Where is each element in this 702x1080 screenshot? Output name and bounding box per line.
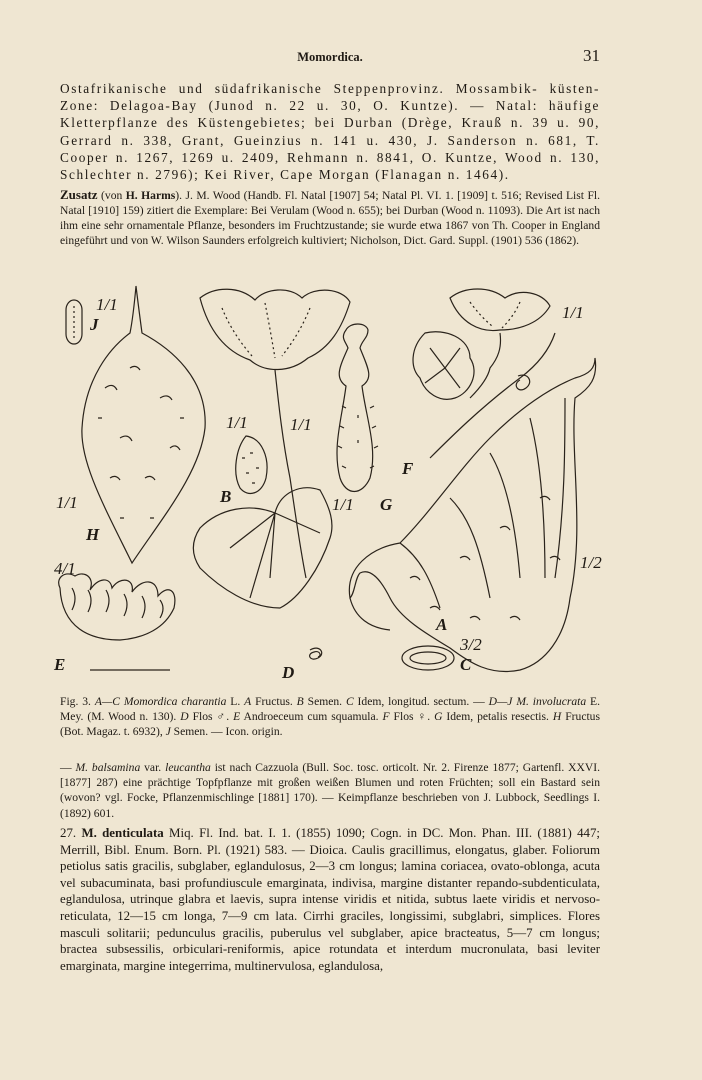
fruit-h-drawing xyxy=(82,286,205,563)
seed-section-c-drawing xyxy=(402,646,454,670)
caption-species-1: Momordica charantia xyxy=(123,695,227,708)
male-flower-d-drawing xyxy=(193,289,350,608)
label-g: G xyxy=(380,495,393,514)
label-j: J xyxy=(90,315,99,334)
caption-text: Semen. — Icon. origin. xyxy=(170,725,283,739)
caption-text: E. Mey. (M. Wood n. 130). xyxy=(60,695,601,724)
caption-ac: A—C xyxy=(94,695,120,708)
zusatz-paragraph xyxy=(60,187,600,248)
caption-c: C xyxy=(345,695,354,708)
zusatz-heading: Zusatz xyxy=(60,187,98,202)
caption-j: J xyxy=(165,725,171,739)
caption-f: F xyxy=(382,710,390,724)
caption-a: A xyxy=(244,695,252,708)
female-flower-g-drawing xyxy=(337,324,378,492)
caption-dj: D—J xyxy=(488,695,513,708)
tendril-drawing xyxy=(310,648,322,659)
scale-e: 4/1 xyxy=(54,559,76,578)
distribution-paragraph xyxy=(60,80,600,183)
androeceum-e-drawing xyxy=(59,574,175,640)
caption-b: B xyxy=(296,695,304,708)
caption-e: E xyxy=(233,710,241,724)
distribution-line-1: Ostafrikanische und südafrikanische Steppenprovinz. Mossambik- xyxy=(60,81,539,96)
label-e: E xyxy=(54,655,66,674)
caption-text: Fructus. xyxy=(251,695,297,708)
caption-text: Flos ♂. xyxy=(188,710,234,724)
page-number: 31 xyxy=(583,46,600,65)
running-head: Momordica. xyxy=(297,50,363,64)
scale-a: 1/2 xyxy=(580,553,602,572)
caption-h: H xyxy=(552,710,562,724)
caption-d: D xyxy=(180,710,189,724)
page-header xyxy=(60,46,600,68)
balsamina-paragraph xyxy=(60,760,600,821)
balsamina-text: ist nach Cazzuola (Bull. Soc. tosc. orticolt. Nr. 2. Firenze 1877; Gartenfl. XXVI. [1877] 287) eine prächtige Topfpflanze mit großen weißen Blumen und roten Früchten; soll ein Bastard sein (wovon? vgl. Focke, Pflanzenmischlinge [1881] 170). — Keimpflanze beschrieben von J. Lubbock, Seedlings I. (1892) 601. xyxy=(60,761,601,820)
caption-text: Fructus (Bot. Magaz. t. 6932), xyxy=(60,710,600,739)
distribution-line-2: küsten-Zone: Delagoa-Bay (Junod n. 22 u. 30, O. Kuntze). — Natal: häufige xyxy=(60,81,600,114)
species-27-paragraph xyxy=(60,825,600,974)
caption-g: G xyxy=(434,710,443,724)
balsamina-variety: leucantha xyxy=(165,761,211,774)
caption-species-2: M. involucrata xyxy=(516,695,587,708)
zusatz-von: (von xyxy=(101,189,126,202)
seed-b-drawing xyxy=(236,436,267,493)
scale-h: 1/1 xyxy=(56,493,78,512)
distribution-line-6: Kei River, Cape Morgan (Flanagan n. 1464). xyxy=(204,167,510,183)
balsamina-lead: — xyxy=(60,761,76,774)
figure-caption xyxy=(60,694,600,739)
scale-c: 3/2 xyxy=(460,635,482,654)
distribution-line-3: Kletterpflanze des Küstengebietes; bei Durban (Drège, Krauß n. 39 u. 90, Gerrard xyxy=(60,115,600,148)
botanical-figure xyxy=(50,278,610,688)
species-description: Miq. Fl. Ind. bat. I. 1. (1855) 1090; Cogn. in DC. Mon. Phan. III. (1881) 447; Merrill, Bibl. Enum. Born. Pl. (1921) 583. — Dioica. Caulis gracillimus, elongatus, glaber. Foliorum petiolus satis gracilis, subglaber, eglandulosus, 2—3 cm longus; lamina coriacea, ovato-oblonga, acuta vel subacuminata, basi profundiuscule emarginata, indivisa, margine distanter repando-subdenticulata, eglandulosa, utrinque glabra et laevis, supra intense viridis et nitida, subtus laete viridis et nervoso-reticulata, 12—15 cm longa, 7—9 cm lata. Cirrhi graciles, longissimi, subglabri, simplices. Flores masculi solitarii; pedunculus gracilis, puberulus vel subglaber, apice bracteatus, 5—7 cm longus; bractea subsessilis, orbiculari-reniformis, apice rotundata et interdum mucronulata, basi leviter emarginata, margine integerrima, multinervulosa, eglandulosa, xyxy=(60,826,600,973)
label-b: B xyxy=(220,487,232,506)
seed-j-drawing xyxy=(66,300,82,344)
scale-j: 1/1 xyxy=(96,295,118,314)
zusatz-text: ). J. M. Wood (Handb. Fl. Natal [1907] 54; Natal Pl. VI. 1. [1909] t. 516; Revised List Fl. Natal [1910] 159) zitiert die Exemplare: Bei Verulam (Wood n. 655); bei Durban (Wood n. 11093). Die Art ist nach ihm eine sehr ornamentale Pflanze, besonders im Fruchtzustande; sie wurde etwa 1867 von Th. Cooper in England eingeführt und von W. Wilson Saunders erfolgreich kultiviert; Nicholson, Dict. Gard. Suppl. (1901) 536 (1862). xyxy=(60,189,601,248)
caption-text: Idem, longitud. sectum. — xyxy=(353,695,489,708)
scale-g: 1/1 xyxy=(332,495,354,514)
species-number: 27. xyxy=(60,826,82,840)
label-h: H xyxy=(86,525,100,544)
balsamina-species: M. balsamina xyxy=(75,761,141,774)
zusatz-author: H. Harms xyxy=(125,189,176,202)
scale-b2: 1/1 xyxy=(290,415,312,434)
scale-b: 1/1 xyxy=(226,413,248,432)
caption-text: Semen. xyxy=(303,695,346,708)
caption-text: Androeceum cum squamula. xyxy=(240,710,383,724)
caption-text: Flos ♀. xyxy=(389,710,435,724)
figure-illustration xyxy=(50,278,610,688)
caption-text: L. xyxy=(226,695,245,708)
caption-fig: Fig. 3. xyxy=(60,695,91,708)
species-name: M. denticulata xyxy=(81,826,164,840)
distribution-line-5: 1269 u. 2409, Rehmann n. 8841, O. Kuntze, Wood n. 130, Schlechter n. 2796); xyxy=(60,149,600,183)
label-f: F xyxy=(402,459,414,478)
fruit-a-drawing xyxy=(349,358,595,671)
label-d: D xyxy=(282,663,295,682)
scale-f: 1/1 xyxy=(562,303,584,322)
caption-text: Idem, petalis resectis. xyxy=(442,710,553,724)
distribution-line-4: n. 338, Grant, Gueinzius n. 141 u. 430, J. Sanderson n. 681, T. Cooper n. 1267, xyxy=(60,132,600,165)
label-c: C xyxy=(460,655,472,674)
balsamina-var: var. xyxy=(140,761,166,774)
label-a: A xyxy=(436,615,448,634)
